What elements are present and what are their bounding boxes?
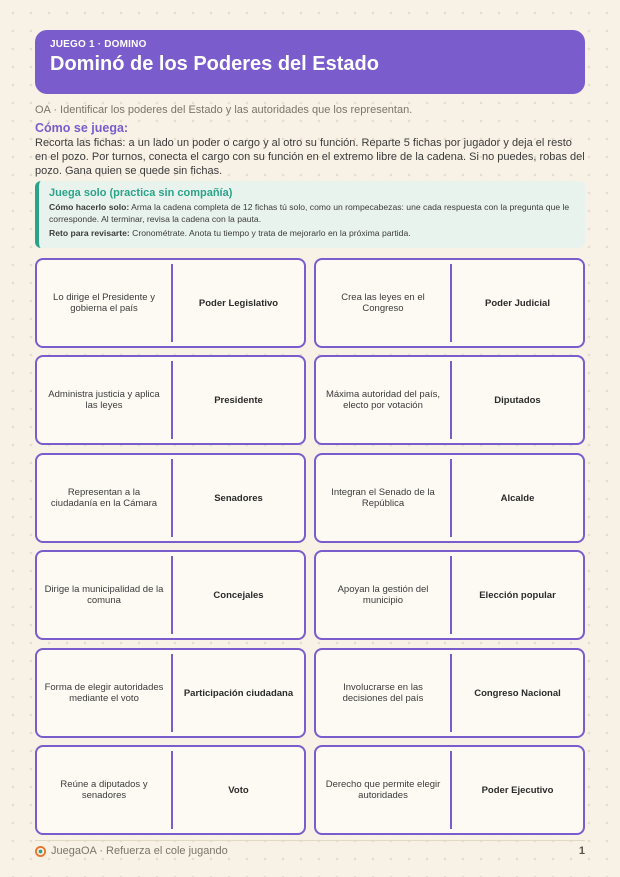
tile-position: Elección popular (479, 589, 556, 601)
solo-challenge-label: Reto para revisarte: (49, 228, 130, 238)
tile-function: Administra justicia y aplica las leyes (48, 389, 160, 411)
domino-tile (35, 745, 306, 835)
tile-function: Reúne a diputados y senadores (60, 779, 148, 801)
game-kicker: JUEGO 1 · DOMINO (50, 39, 147, 50)
domino-tile (314, 550, 585, 640)
tile-position: Voto (228, 784, 249, 796)
solo-challenge-text: Cronométrate. Anota tu tiempo y trata de mejorarlo en la próxima partida. (132, 228, 411, 238)
tile-function: Dirige la municipalidad de la comuna (44, 584, 164, 606)
tile-function: Integran el Senado de la República (331, 487, 435, 509)
solo-how-paragraph (49, 201, 575, 225)
domino-tile (314, 648, 585, 738)
footer-brand: JuegaOA · Refuerza el cole jugando (51, 845, 228, 857)
tile-function: Lo dirige el Presidente y gobierna el país (53, 292, 155, 314)
solo-title: Juega solo (practica sin compañía) (49, 187, 233, 199)
tile-function: Forma de elegir autoridades mediante el voto (44, 682, 164, 704)
page-title: Dominó de los Poderes del Estado (50, 53, 379, 75)
domino-tile (35, 453, 306, 543)
domino-tile (35, 550, 306, 640)
domino-tile (314, 355, 585, 445)
juegaoa-logo-icon (35, 846, 46, 857)
tile-position: Diputados (494, 394, 541, 406)
tile-position: Presidente (214, 394, 263, 406)
tile-position: Participación ciudadana (183, 687, 294, 699)
footer-divider (35, 840, 585, 841)
tile-function: Apoyan la gestión del municipio (337, 584, 429, 606)
solo-how-label: Cómo hacerlo solo: (49, 202, 130, 212)
tile-position: Poder Legislativo (198, 297, 279, 309)
solo-how-text: Arma la cadena completa de 12 fichas tú solo, como un rompecabezas: une cada respuesta con la pregunta que le corresponde. Al terminar, revisa la cadena con la pauta. (49, 202, 570, 224)
solo-challenge-paragraph (49, 227, 575, 239)
tile-function: Involucrarse en las decisiones del país (342, 682, 424, 704)
domino-tile (314, 453, 585, 543)
tile-position: Poder Ejecutivo (481, 784, 554, 796)
page-number: 1 (578, 845, 585, 857)
tile-position: Alcalde (500, 492, 535, 504)
domino-tile (35, 258, 306, 348)
solo-play-box (35, 181, 585, 248)
page-header (35, 30, 585, 94)
tile-position: Poder Judicial (485, 297, 550, 309)
learning-objective: OA · Identificar los poderes del Estado y las autoridades que los representan. (35, 104, 413, 116)
tile-position: Congreso Nacional (474, 687, 561, 699)
tile-function: Derecho que permite elegir autoridades (325, 779, 441, 801)
how-to-play-text: Recorta las fichas: a un lado un poder o cargo y al otro su función. Reparte 5 fichas por jugador y deja el resto en el pozo. Por turnos, conecta el cargo con su función en el extremo libre de la cadena. Si no puedes, robas del pozo. Gana quien se quede sin fichas. (35, 137, 585, 177)
domino-tile (314, 745, 585, 835)
domino-tile (35, 648, 306, 738)
tile-position: Concejales (213, 589, 264, 601)
domino-tile (35, 355, 306, 445)
page-footer (35, 843, 585, 859)
tile-function: Crea las leyes en el Congreso (341, 292, 425, 314)
how-to-play-title: Cómo se juega: (35, 121, 129, 135)
tile-position: Senadores (214, 492, 263, 504)
domino-tile (314, 258, 585, 348)
tile-function: Representan a la ciudadanía en la Cámara (50, 487, 158, 509)
tile-function: Máxima autoridad del país, electo por votación (325, 389, 441, 411)
